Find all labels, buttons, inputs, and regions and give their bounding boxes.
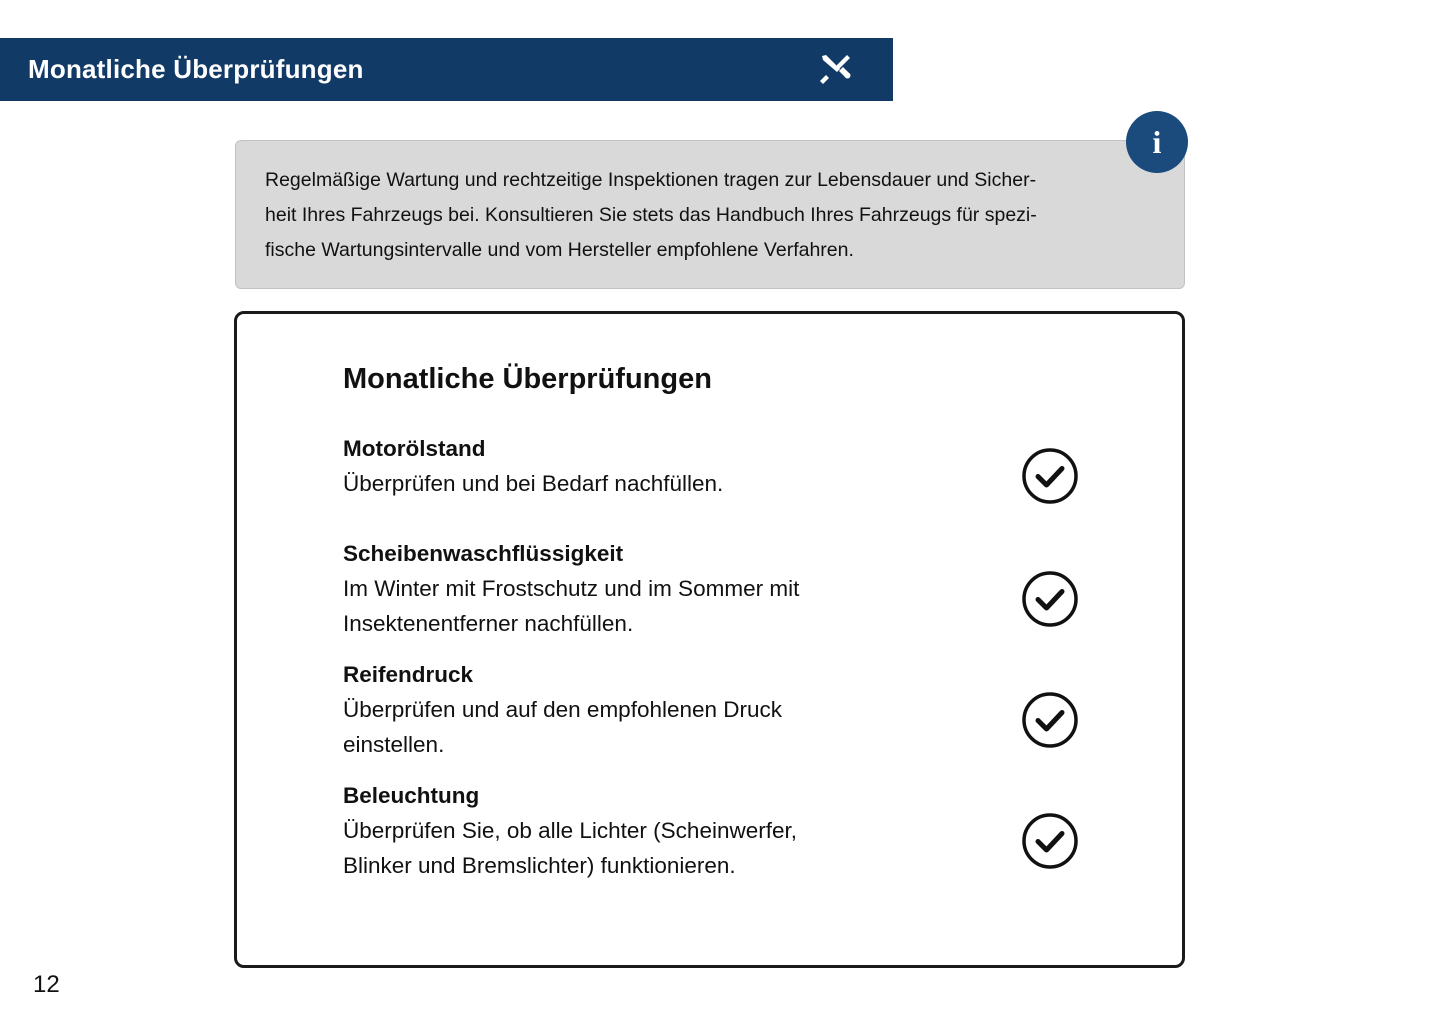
list-item — [343, 779, 1152, 883]
list-item-description — [343, 571, 983, 641]
note-panel — [235, 140, 1185, 289]
list-item-description-line: Blinker und Bremslichter) funktionieren. — [343, 853, 736, 878]
list-item-title: Beleuchtung — [343, 783, 480, 808]
list-item-title: Scheibenwaschflüssigkeit — [343, 541, 624, 566]
check-circle-icon — [1020, 446, 1080, 506]
info-icon — [1126, 111, 1188, 173]
list-item-description — [343, 466, 983, 501]
list-item-description — [343, 813, 983, 883]
check-circle-icon — [1020, 569, 1080, 629]
list-item-description-line: Im Winter mit Frostschutz und im Sommer mit — [343, 576, 800, 601]
check-circle-icon — [1020, 811, 1080, 871]
checklist-title: Monatliche Überprüfungen — [343, 363, 712, 395]
tools-icon — [815, 50, 855, 90]
note-line: heit Ihres Fahrzeugs bei. Konsultieren Sie stets das Handbuch Ihres Fahrzeugs für spezi- — [265, 204, 1037, 226]
list-item-text — [343, 779, 983, 883]
list-item-text — [343, 537, 983, 641]
page-header — [0, 38, 893, 101]
list-item — [343, 432, 1152, 520]
list-item-description-line: einstellen. — [343, 732, 445, 757]
list-item — [343, 658, 1152, 762]
check-circle-icon — [1020, 690, 1080, 750]
info-badge-label: i — [1152, 123, 1162, 160]
page-number: 12 — [33, 971, 60, 998]
list-item-description-line: Überprüfen Sie, ob alle Lichter (Scheinwerfer, — [343, 818, 797, 843]
list-item-title: Reifendruck — [343, 662, 474, 687]
list-item-description — [343, 692, 983, 762]
list-item-description-line: Insektenentferner nachfüllen. — [343, 611, 634, 636]
note-line: Regelmäßige Wartung und rechtzeitige Inspektionen tragen zur Lebensdauer und Sicher- — [265, 169, 1037, 191]
note-line: fische Wartungsintervalle und vom Hersteller empfohlene Verfahren. — [265, 239, 854, 261]
page-title: Monatliche Überprüfungen — [28, 54, 364, 84]
list-item-title: Motorölstand — [343, 436, 486, 461]
list-item-description-line: Überprüfen und bei Bedarf nachfüllen. — [343, 471, 724, 496]
list-item-description-line: Überprüfen und auf den empfohlenen Druck — [343, 697, 783, 722]
checklist-card — [234, 311, 1185, 968]
list-item-text — [343, 658, 983, 762]
list-item-text — [343, 432, 983, 501]
list-item — [343, 537, 1152, 641]
checklist — [343, 432, 1152, 883]
